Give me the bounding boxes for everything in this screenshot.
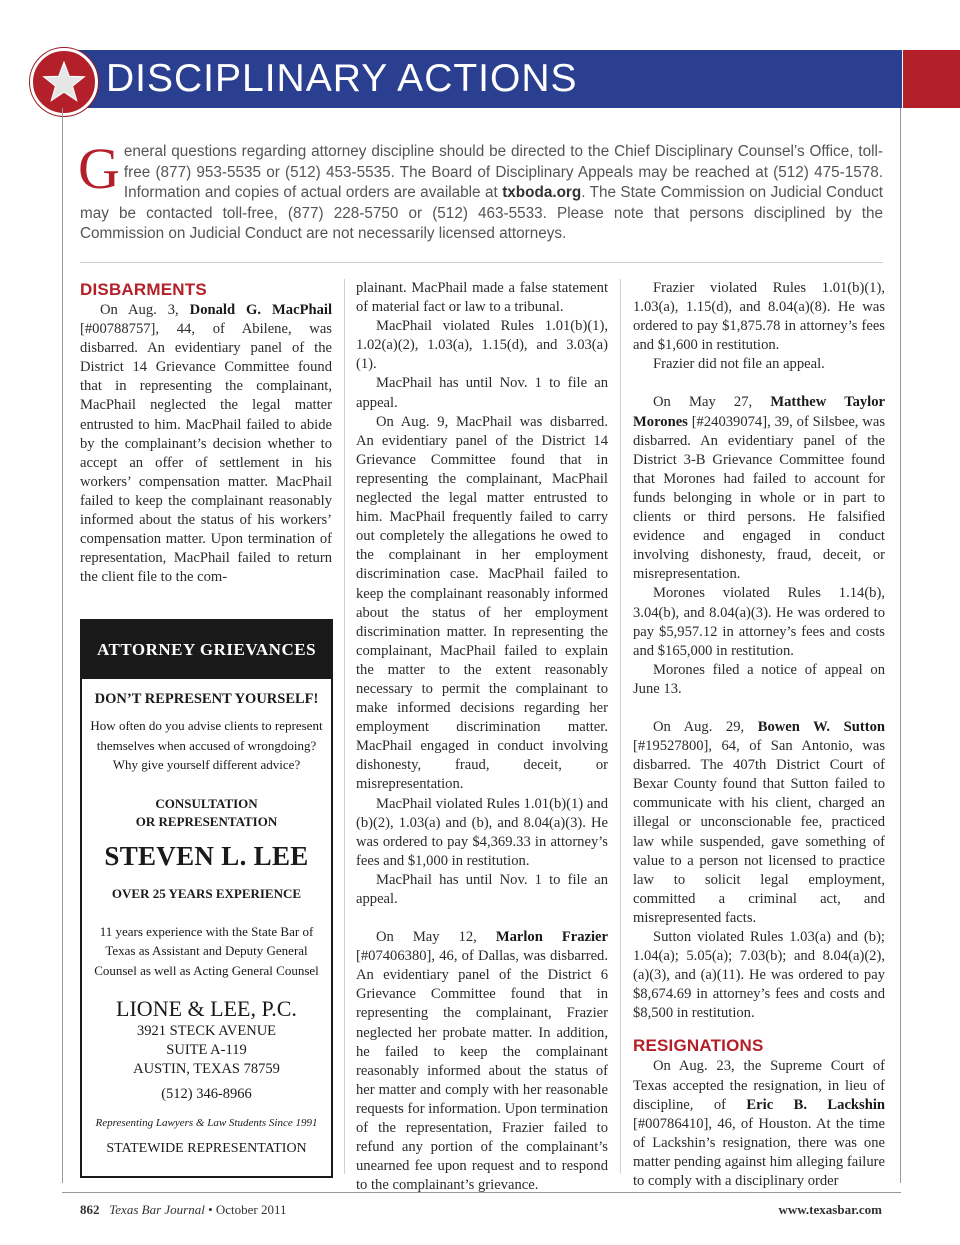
ad-address-line: SUITE A-119 xyxy=(166,1042,247,1058)
frame-border-right xyxy=(900,108,901,1183)
column-1 xyxy=(80,279,332,587)
intro-text-b: . The State Commission on Judicial Conduct may be contacted toll-free, (877) 228-5750 or (512) 463-5533. Please note that persons disciplined by the Commission on Judicial Conduct are not necessarily licensed attorneys. xyxy=(80,184,883,242)
article-paragraph: On Aug. 29, Bowen W. Sutton [#19527800], 64, of San Antonio, was disbarred. The 407th District Court of Bexar County found that Sutton failed to communicate with his client, charged an illegal or unconscionable fee, practiced law while suspended, gave something of value to a person not licensed to practice law to solicit legal employment, committed a criminal act, and misrepresented facts. xyxy=(633,718,885,926)
ad-consultation xyxy=(82,795,331,831)
attorney-name: Donald G. MacPhail xyxy=(189,302,333,318)
page-title: DISCIPLINARY ACTIONS xyxy=(106,57,578,100)
article-paragraph: MacPhail has until Nov. 1 to file an appeal. xyxy=(356,871,608,907)
column-divider xyxy=(344,279,345,1174)
article-paragraph: plainant. MacPhail made a false statement of material fact or law to a tribunal. xyxy=(356,280,608,316)
paragraph-gap xyxy=(633,699,885,718)
txboda-link[interactable]: txboda.org xyxy=(502,184,582,201)
attorney-name: Bowen W. Sutton xyxy=(757,718,885,735)
ad-address-line: 3921 STECK AVENUE xyxy=(136,1023,277,1039)
ad-phone: (512) 346-8966 xyxy=(161,1086,252,1102)
intro-divider xyxy=(80,262,883,263)
attorney-name: Marlon Frazier xyxy=(495,929,608,946)
article-paragraph: MacPhail has until Nov. 1 to file an appeal. xyxy=(356,375,608,411)
header-accent-block xyxy=(903,50,960,108)
article-paragraph: Morones filed a notice of appeal on June 13. xyxy=(633,661,885,697)
texas-star-logo xyxy=(30,48,98,116)
column-divider xyxy=(620,279,621,1174)
ad-question: How often do you advise clients to represent themselves when accused of wrongdoing? Why give yourself different advice? xyxy=(90,718,323,772)
ad-body xyxy=(82,691,331,1157)
column-2 xyxy=(356,279,608,1195)
ad-address-line: AUSTIN, TEXAS 78759 xyxy=(133,1061,280,1077)
article-paragraph: Frazier violated Rules 1.01(b)(1), 1.03(a), 1.15(d), and 8.04(a)(8). He was ordered to pay $1,875.78 in attorney’s fees and $1,600 in restitution. xyxy=(633,280,885,354)
intro-text-a: eneral questions regarding attorney discipline should be directed to the Chief Disciplinary Counsel’s Office, toll-free (877) 953-5535 or (512) 453-5535. The Board of Disciplinary Appeals may be reached at (512) 475-1578. Information and copies of actual orders are available at xyxy=(123,143,883,201)
article-paragraph: On May 12, Marlon Frazier [#07406380], 46, of Dallas, was disbarred. An evidentiary panel of the District 6 Grievance Committee found that in representing the complainant, Frazier neglected her probate matter. In addition, he failed to keep the complainant reasonably informed about the status of her matter and comply with her reasonable requests for information. Upon termination of the representation, Frazier failed to refund any portion of the complainant’s unearned fee upon request and to respond to the complainant’s grievance. xyxy=(356,929,608,1194)
ad-consultation-line: CONSULTATION xyxy=(155,795,258,811)
ad-experience: OVER 25 YEARS EXPERIENCE xyxy=(111,885,302,901)
ad-bio: 11 years experience with the State Bar of Texas as Assistant and Deputy General Counsel as well as Acting General Counsel xyxy=(94,923,319,978)
article-paragraph: Sutton violated Rules 1.03(a) and (b); 1.04(a); 5.05(a); 7.03(b); and 8.04(a)(2), (a)(3), and (a)(11). He was ordered to pay $8,674.69 in attorney’s fees and costs and $8,500 in restitution. xyxy=(633,929,885,1022)
intro-paragraph xyxy=(78,136,883,245)
article-paragraph: MacPhail violated Rules 1.01(b)(1), 1.02(a)(2), 1.03(a), 1.15(d), and 3.03(a)(1). xyxy=(356,318,608,373)
attorney-name: Eric B. Lackshin xyxy=(746,1096,885,1113)
paragraph-gap xyxy=(633,374,885,393)
footer-left xyxy=(80,1202,287,1218)
article-paragraph: On Aug. 3, Donald G. MacPhail [#00788757], 44, of Abilene, was disbarred. An evidentiary panel of the District 14 Grievance Committee found that in representing the complainant, MacPhail neglected the legal matter entrusted to him. MacPhail failed to abide by the complainant’s decision whether to accept an offer of settlement in his workers’ compensation matter. MacPhail failed to keep the complainant reasonably informed about the status of his workers’ compensation matter. Upon termination of representation, MacPhail failed to return the client file to the com- xyxy=(80,302,333,586)
section-heading-disbarments: DISBARMENTS xyxy=(80,280,207,299)
column-3 xyxy=(633,279,885,1191)
website-link[interactable]: www.texasbar.com xyxy=(778,1202,882,1217)
article-paragraph: MacPhail violated Rules 1.01(b)(1) and (b)(2), 1.03(a) and (b), and 8.04(a)(3). He was ordered to pay $4,369.33 in attorney’s fees and $1,000 in restitution. xyxy=(356,795,608,869)
article-paragraph: On Aug. 23, the Supreme Court of Texas accepted the resignation, in lieu of discipline, of Eric B. Lackshin [#00786410], 46, of Houston. At the time of Lackshin’s resignation, there was one matter pending against him alleging failure to comply with a disciplinary order xyxy=(633,1058,885,1190)
journal-name: Texas Bar Journal xyxy=(109,1202,205,1217)
frame-border-left xyxy=(62,108,63,1183)
page-number: 862 xyxy=(80,1202,100,1217)
ad-headline: DON’T REPRESENT YOURSELF! xyxy=(94,691,319,707)
article-paragraph: On May 27, Matthew Taylor Morones [#24039074], 39, of Silsbee, was disbarred. An evidentiary panel of the District 3-B Grievance Committee found that Morones had failed to account for funds belonging in whole or in part to clients or third persons. He falsified evidence and engaged in conduct involving dishonesty, fraud, deceit, or misrepresentation. xyxy=(633,394,886,583)
ad-consultation-line: OR REPRESENTATION xyxy=(135,813,278,829)
article-paragraph: Morones violated Rules 1.14(b), 3.04(b), and 8.04(a)(3). He was ordered to pay $5,957.12 in attorney’s fees and costs and $165,000 in restitution. xyxy=(633,585,885,659)
paragraph-gap xyxy=(356,909,608,928)
attorney-grievances-ad xyxy=(80,619,333,1178)
footer-bullet: • xyxy=(208,1202,213,1217)
ad-address xyxy=(82,1022,331,1079)
star-icon xyxy=(41,59,87,105)
drop-cap: G xyxy=(78,136,120,201)
ad-statewide: STATEWIDE REPRESENTATION xyxy=(106,1141,307,1156)
issue-date: October 2011 xyxy=(215,1202,287,1217)
attorney-name: Matthew Taylor Morones xyxy=(633,394,886,430)
ad-lawyer-name: STEVEN L. LEE xyxy=(104,840,309,871)
article-paragraph: Frazier did not file an appeal. xyxy=(653,356,825,373)
article-paragraph: On Aug. 9, MacPhail was disbarred. An evidentiary panel of the District 14 Grievance Committee found that in representing the complainant, MacPhail neglected the legal matter entrusted to him. MacPhail frequently failed to carry out completely the allegations he owed to the complainant in her employment discrimination case. MacPhail failed to keep the complainant reasonably informed about the status of her employment discrimination matter. In representing the complainant, MacPhail failed to explain the matter to the extent reasonably necessary to permit the complainant to make informed decisions regarding her employment discrimination matter. MacPhail engaged in conduct involving dishonesty, fraud, deceit, or misrepresentation. xyxy=(356,413,608,793)
ad-header: ATTORNEY GRIEVANCES xyxy=(82,621,331,679)
ad-firm-name: LIONE & LEE, P.C. xyxy=(116,996,297,1021)
ad-tagline: Representing Lawyers & Law Students Since 1991 xyxy=(95,1117,318,1129)
section-heading-resignations: RESIGNATIONS xyxy=(633,1036,764,1056)
